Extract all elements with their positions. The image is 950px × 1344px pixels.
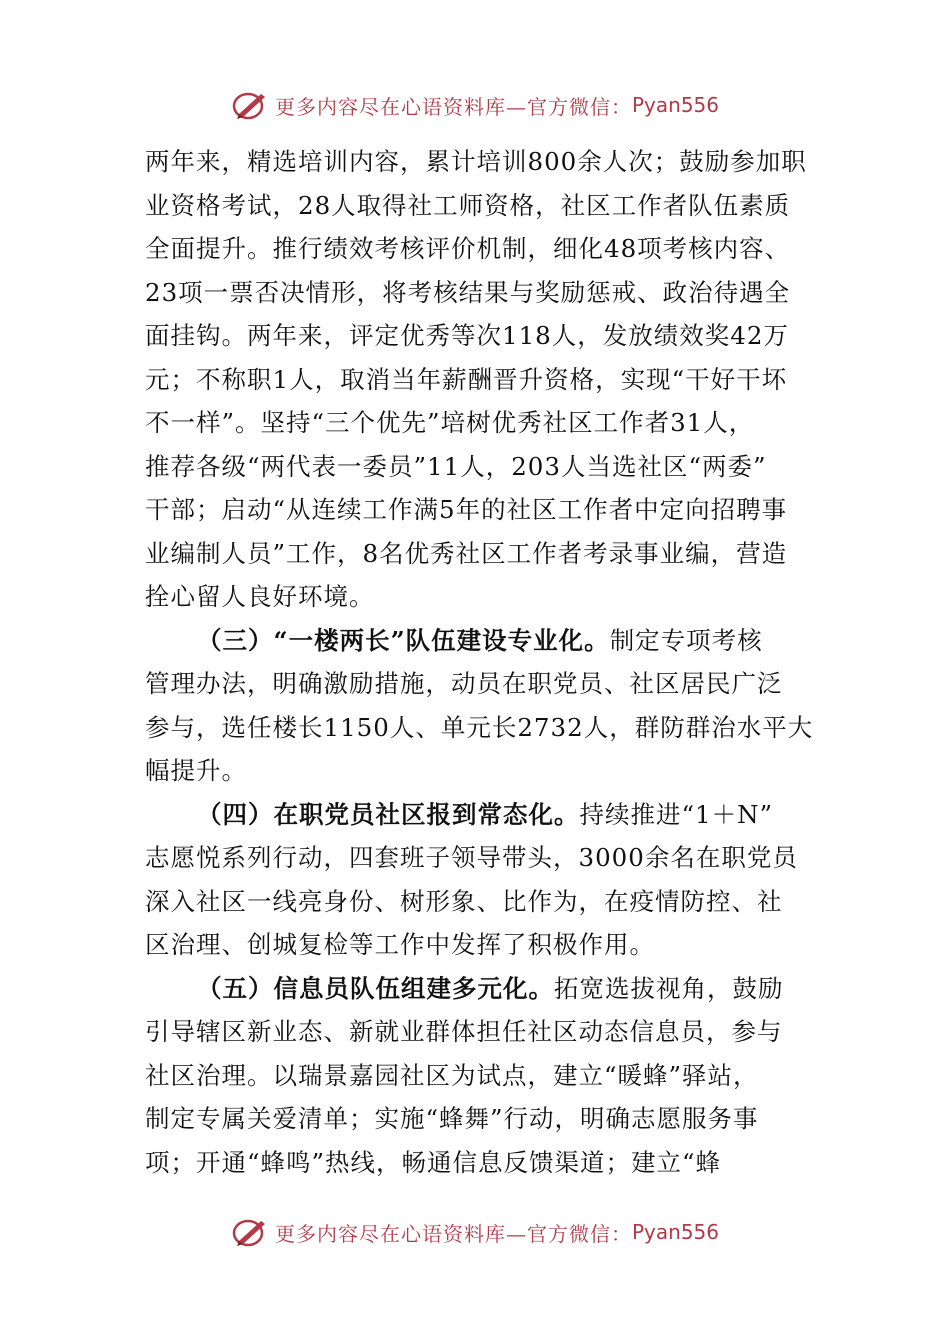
text-line: 深入社区一线亮身份、树形象、比作为，在疫情防控、社 <box>145 886 783 916</box>
text-line: 两年来，精选培训内容，累计培训800余人次；鼓励参加职 <box>145 147 807 176</box>
text-line: 推荐各级“两代表一委员”11人，203人当选社区“两委” <box>145 451 767 481</box>
text-line: 参与，选任楼长1150人、单元长2732人，群防群治水平大 <box>145 712 814 742</box>
text-line: 业编制人员”工作，8名优秀社区工作者考录事业编，营造 <box>145 538 788 568</box>
text-line: 区治理、创城复检等工作中发挥了积极作用。 <box>145 930 655 959</box>
watermark-footer <box>0 1212 950 1252</box>
watermark-header <box>0 85 950 125</box>
text-line: 面挂钩。两年来，评定优秀等次118人，发放绩效奖42万 <box>145 321 789 350</box>
text-line: 管理办法，明确激励措施，动员在职党员、社区居民广泛 <box>145 669 783 698</box>
watermark-id: Pyan556 <box>631 93 719 117</box>
text-line: 志愿悦系列行动，四套班子领导带头，3000余名在职党员 <box>145 843 798 872</box>
text-line: 项；开通“蜂鸣”热线，畅通信息反馈渠道；建立“蜂 <box>145 1147 722 1177</box>
watermark-text: 更多内容尽在心语资料库—官方微信： <box>274 1221 632 1246</box>
text-line: 干部；启动“从连续工作满5年的社区工作者中定向招聘事 <box>145 495 788 524</box>
text-line: 拓宽选拔视角，鼓励 <box>554 973 784 1003</box>
text-line: 制定专项考核 <box>609 625 763 655</box>
paragraph-4 <box>145 793 810 967</box>
section-heading-5: （五）信息员队伍组建多元化。 <box>197 973 554 1003</box>
watermark-text: 更多内容尽在心语资料库—官方微信： <box>274 94 632 119</box>
text-line: 制定专属关爱清单；实施“蜂舞”行动，明确志愿服务事 <box>145 1104 759 1133</box>
text-line: 拴心留人良好环境。 <box>145 582 375 611</box>
watermark-id: Pyan556 <box>631 1220 719 1244</box>
text-line: 全面提升。推行绩效考核评价机制，细化48项考核内容、 <box>145 234 791 263</box>
text-line: 引导辖区新业态、新就业群体担任社区动态信息员，参与 <box>145 1017 783 1046</box>
pen-logo-icon <box>231 1215 269 1249</box>
text-line: 持续推进“1＋N” <box>579 799 774 829</box>
pen-logo-icon <box>231 88 269 122</box>
paragraph-1 <box>145 140 810 619</box>
text-line: 元；不称职1人，取消当年薪酬晋升资格，实现“干好干坏 <box>145 364 788 394</box>
paragraph-5 <box>145 967 810 1185</box>
text-line: 23项一票否决情形，将考核结果与奖励惩戒、政治待遇全 <box>145 277 791 307</box>
text-line: 社区治理。以瑞景嘉园社区为试点，建立“暖蜂”驿站， <box>145 1060 759 1090</box>
document-body <box>145 140 814 1184</box>
text-line: 不一样”。坚持“三个优先”培树优秀社区工作者31人， <box>145 408 755 437</box>
paragraph-3 <box>145 619 814 793</box>
section-heading-4: （四）在职党员社区报到常态化。 <box>197 799 580 829</box>
section-heading-3: （三）“一楼两长”队伍建设专业化。 <box>197 625 610 655</box>
text-line: 幅提升。 <box>145 756 247 785</box>
text-line: 业资格考试，28人取得社工师资格，社区工作者队伍素质 <box>145 190 791 220</box>
